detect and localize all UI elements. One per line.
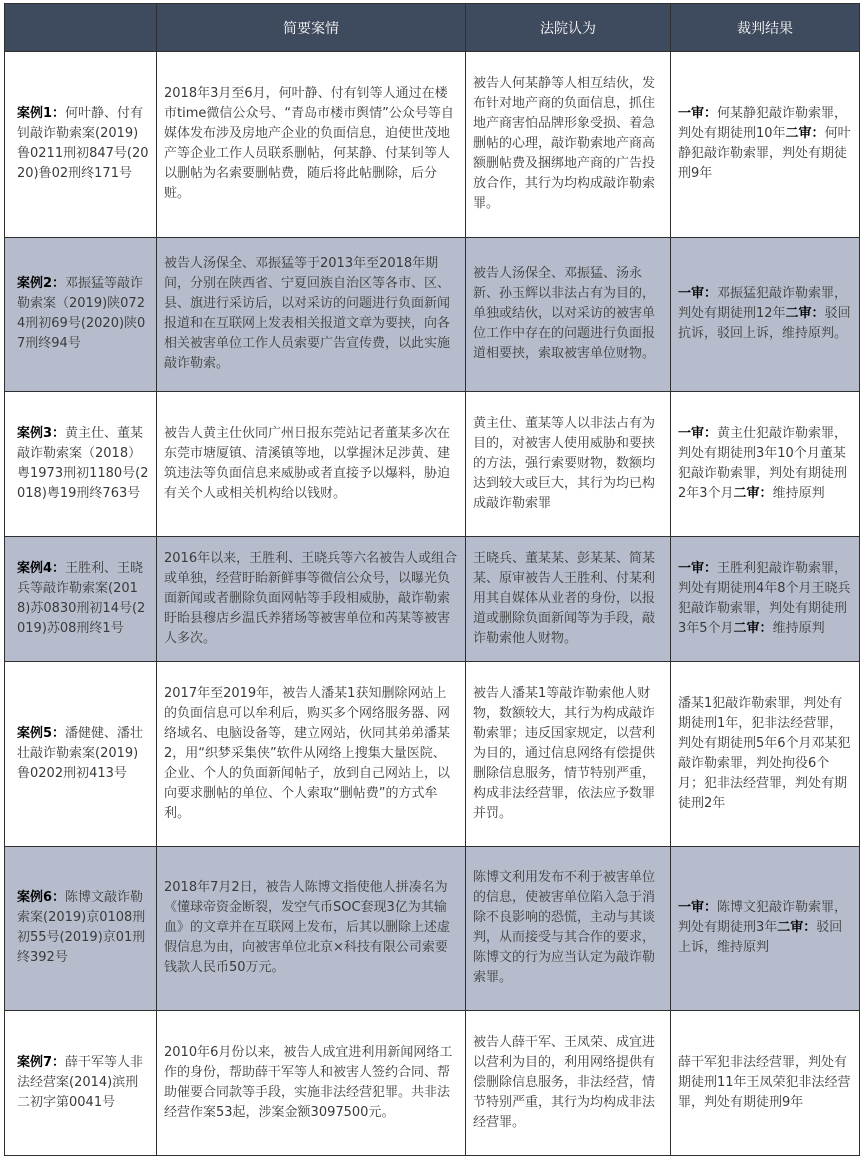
verdict-text bbox=[678, 1053, 852, 1113]
case-cell bbox=[5, 1010, 157, 1155]
verdict-stage-label: 一审： bbox=[678, 560, 718, 576]
case-cell bbox=[5, 237, 157, 391]
case-summary-text: 被告人汤保全、邓振猛等于2013年至2018年期间，分别在陕西省、宁夏回族自治区等各市、区、县、旗进行采访后，以对采访的问题进行负面新闻报道和在互联网上发表相关报道文章为要挟，向各相关被害单位工作人员索要广告宣传费，以此实施敲诈勒索。 bbox=[164, 256, 451, 372]
summary-cell bbox=[157, 1010, 466, 1155]
court-opinion-text: 被告人薛干军、王凤荣、成宜进以营利为目的，利用网络提供有偿删除信息服务，非法经营，情节特别严重，其行为均构成非法经营罪。 bbox=[473, 1034, 656, 1130]
verdict-cell bbox=[671, 52, 860, 238]
case-cell bbox=[5, 846, 157, 1010]
case-number: 案例1： bbox=[17, 106, 66, 122]
verdict-stage-label: 一审： bbox=[678, 286, 718, 302]
verdict-cell bbox=[671, 237, 860, 391]
case-summary-text: 2010年6月份以来，被告人成宜进利用新闻网络工作的身份，帮助薛干军等人和被害人签约合同、帮助催要合同款等手段，实施非法经营犯罪。共非法经营作案53起，涉案金额3097500元。 bbox=[164, 1044, 453, 1120]
summary-cell bbox=[157, 391, 466, 536]
case-number: 案例2： bbox=[17, 276, 66, 292]
verdict-stage-text: 驳回上诉，维持原判 bbox=[678, 920, 843, 956]
summary-cell bbox=[157, 237, 466, 391]
case-summary-text: 被告人黄主仕伙同广州日报东莞站记者董某多次在东莞市塘厦镇、清溪镇等地，以掌握沐足涉黄、建筑违法等负面信息来威胁或者直接予以爆料，胁迫有关个人或相关机构给以钱财。 bbox=[164, 425, 451, 501]
opinion-cell bbox=[466, 52, 671, 238]
summary-cell bbox=[157, 52, 466, 238]
case-title bbox=[17, 274, 150, 354]
case-title bbox=[17, 559, 150, 639]
court-opinion-text: 陈博文利用发布不利于被害单位的信息，使被害单位陷入急于消除不良影响的恐慌，主动与其谈判，从而接受与其合作的要求，陈博文的行为应当认定为敲诈勒索罪。 bbox=[473, 870, 656, 986]
case-cell bbox=[5, 536, 157, 662]
case-title bbox=[17, 1053, 150, 1113]
case-name: 邓振猛等敲诈勒索案（2019)陕0724刑初69号(2020)陕07刑终94号 bbox=[17, 276, 146, 352]
case-name: 王胜利、王晓兵等敲诈勒索案(2018)苏0830刑初14号(2019)苏08刑终1号 bbox=[17, 560, 146, 636]
case-cell bbox=[5, 52, 157, 238]
header-verdict: 裁判结果 bbox=[671, 4, 860, 52]
court-opinion-text: 王晓兵、董某某、彭某某、简某某、原审被告人王胜利、付某利用其自媒体从业者的身份，以报道或删除负面新闻等为手段，敲诈勒索他人财物。 bbox=[473, 550, 656, 646]
verdict-text bbox=[678, 284, 852, 344]
case-cell bbox=[5, 391, 157, 536]
verdict-stage-text: 何叶静犯敲诈勒索罪，判处有期徒刑9年 bbox=[678, 126, 851, 182]
case-summary-text: 2018年3月至6月，何叶静、付有钊等人通过在楼市time微信公众号、“青岛市楼市舆情”公众号等自媒体发布涉及房地产企业的负面信息，迫使世茂地产等企业工作人员联系删帖，何某静、付某钊等人以删帖为名索要删帖费，随后将此帖删除，后分赃。 bbox=[164, 86, 454, 202]
verdict-stage-text: 潘某1犯敲诈勒索罪，判处有期徒刑1年，犯非法经营罪，判处有期徒刑5年6个月邓某犯敲诈勒索罪，判处拘役6个月；犯非法经营罪，判处有期徒刑2年 bbox=[678, 696, 851, 812]
case-cell bbox=[5, 662, 157, 847]
table-row bbox=[5, 52, 860, 238]
header-case bbox=[5, 4, 157, 52]
case-number: 案例3： bbox=[17, 425, 66, 441]
header-opinion: 法院认为 bbox=[466, 4, 671, 52]
case-title bbox=[17, 888, 150, 968]
verdict-text bbox=[678, 898, 852, 958]
case-name: 何叶静、付有钊敲诈勒索案(2019)鲁0211刑初847号(2020)鲁02刑终171号 bbox=[17, 106, 149, 182]
verdict-stage-text: 薛干军犯非法经营罪，判处有期徒刑11年王凤荣犯非法经营罪，判处有期徒刑9年 bbox=[678, 1054, 851, 1110]
verdict-cell bbox=[671, 536, 860, 662]
case-number: 案例5： bbox=[17, 726, 66, 742]
summary-cell bbox=[157, 662, 466, 847]
verdict-stage-text: 黄主仕犯敲诈勒索罪，判处有期徒刑3年10个月董某犯敲诈勒索罪，判处有期徒刑2年3个月 bbox=[678, 425, 848, 501]
opinion-cell bbox=[466, 536, 671, 662]
verdict-cell bbox=[671, 846, 860, 1010]
table-header-row bbox=[5, 4, 860, 52]
table-body bbox=[5, 52, 860, 1156]
verdict-stage-text: 何某静犯敲诈勒索罪，判处有期徒刑10年 bbox=[678, 106, 848, 142]
header-summary: 简要案情 bbox=[157, 4, 466, 52]
verdict-stage-text: 维持原判 bbox=[772, 485, 825, 501]
table-row bbox=[5, 536, 860, 662]
verdict-stage-text: 驳回抗诉，驳回上诉，维持原判。 bbox=[678, 306, 851, 342]
case-summary-text: 2018年7月2日，被告人陈博文指使他人拼凑名为《懂球帝资金断裂，发空气币SOC套现3亿为其输血》的文章并在互联网上发布，后其以删除上述虚假信息为由，向被害单位北京×科技有限公司索要钱款人民币50万元。 bbox=[164, 880, 451, 976]
court-opinion-text: 黄主仕、董某等人以非法占有为目的，对被害人使用威胁和要挟的方法，强行索要财物，数额均达到较大或巨大，其行为均已构成敲诈勒索罪 bbox=[473, 415, 656, 511]
case-number: 案例7： bbox=[17, 1054, 66, 1070]
verdict-stage-label: 一审： bbox=[678, 900, 718, 916]
verdict-stage-text: 邓振猛犯敲诈勒索罪，判处有期徒刑12年 bbox=[678, 286, 848, 322]
case-title bbox=[17, 424, 150, 504]
case-summary-text: 2016年以来，王胜利、王晓兵等六名被告人或组合或单独，经营盱眙新鲜事等微信公众号，以曝光负面新闻或者删除负面网帖等手段相威胁，敲诈勒索盱眙县穆店乡温氏养猪场等被害单位和芮某等被害人多次。 bbox=[164, 550, 458, 646]
summary-cell bbox=[157, 846, 466, 1010]
verdict-cell bbox=[671, 662, 860, 847]
verdict-stage-text: 维持原判 bbox=[772, 620, 825, 636]
verdict-stage-label: 一审： bbox=[678, 106, 718, 122]
case-summary-text: 2017年至2019年，被告人潘某1获知删除网站上的负面信息可以牟利后，购买多个网络服务器、网络域名、电脑设备等，建立网站，伙同其弟弟潘某2，用“织梦采集侠”软件从网络上搜集大量医院、企业、个人的负面新闻帖子，放到自己网站上，以向要求删帖的单位、个人索取“删帖费”的方式牟利。 bbox=[164, 686, 451, 822]
verdict-stage-label: 二审： bbox=[785, 126, 825, 142]
table-row bbox=[5, 662, 860, 847]
case-number: 案例6： bbox=[17, 890, 66, 906]
table-row bbox=[5, 237, 860, 391]
case-name: 黄主仕、董某敲诈勒索案（2018）粤1973刑初1180号(2018)粤19刑终763号 bbox=[17, 425, 149, 501]
case-comparison-table bbox=[4, 3, 860, 1156]
verdict-text bbox=[678, 104, 852, 184]
court-opinion-text: 被告人何某静等人相互结伙，发布针对地产商的负面信息，抓住地产商害怕品牌形象受损、着急删帖的心理，敲诈勒索地产商高额删帖费及捆绑地产商的广告投放合作，其行为均构成敲诈勒索罪。 bbox=[473, 76, 656, 212]
verdict-stage-label: 一审： bbox=[678, 425, 718, 441]
verdict-text bbox=[678, 424, 852, 504]
verdict-stage-label: 二审： bbox=[785, 306, 825, 322]
court-opinion-text: 被告人汤保全、邓振猛、汤永新、孙玉辉以非法占有为目的，单独或结伙，以对采访的被害单位工作中存在的问题进行负面报道相要挟，索取被害单位财物。 bbox=[473, 266, 656, 362]
verdict-text bbox=[678, 559, 852, 639]
opinion-cell bbox=[466, 391, 671, 536]
verdict-cell bbox=[671, 1010, 860, 1155]
table-row bbox=[5, 846, 860, 1010]
opinion-cell bbox=[466, 662, 671, 847]
verdict-stage-label: 二审： bbox=[733, 485, 773, 501]
table-row bbox=[5, 391, 860, 536]
opinion-cell bbox=[466, 846, 671, 1010]
case-title bbox=[17, 724, 150, 784]
opinion-cell bbox=[466, 1010, 671, 1155]
case-title bbox=[17, 104, 150, 184]
summary-cell bbox=[157, 536, 466, 662]
verdict-text bbox=[678, 694, 852, 814]
verdict-stage-label: 二审： bbox=[777, 920, 817, 936]
verdict-stage-label: 二审： bbox=[733, 620, 773, 636]
case-number: 案例4： bbox=[17, 560, 66, 576]
table-row bbox=[5, 1010, 860, 1155]
verdict-stage-text: 王胜利犯敲诈勒索罪，判处有期徒刑4年8个月王晓兵犯敲诈勒索罪，判处有期徒刑3年5个月 bbox=[678, 560, 851, 636]
case-name: 潘健健、潘壮壮敲诈勒索案(2019)鲁0202刑初413号 bbox=[17, 726, 144, 782]
opinion-cell bbox=[466, 237, 671, 391]
case-name: 陈博文敲诈勒索案(2019)京0108刑初55号(2019)京01刑终392号 bbox=[17, 890, 146, 966]
case-name: 薛干军等人非法经营案(2014)滨刑二初字第0041号 bbox=[17, 1054, 144, 1110]
verdict-stage-text: 陈博文犯敲诈勒索罪，判处有期徒刑3年 bbox=[678, 900, 848, 936]
court-opinion-text: 被告人潘某1等敲诈勒索他人财物，数额较大，其行为构成敲诈勒索罪；违反国家规定，以营利为目的，通过信息网络有偿提供删除信息服务，情节特别严重，构成非法经营罪，依法应予数罪并罚。 bbox=[473, 686, 656, 822]
verdict-cell bbox=[671, 391, 860, 536]
case-comparison-table-wrapper bbox=[4, 3, 859, 1156]
